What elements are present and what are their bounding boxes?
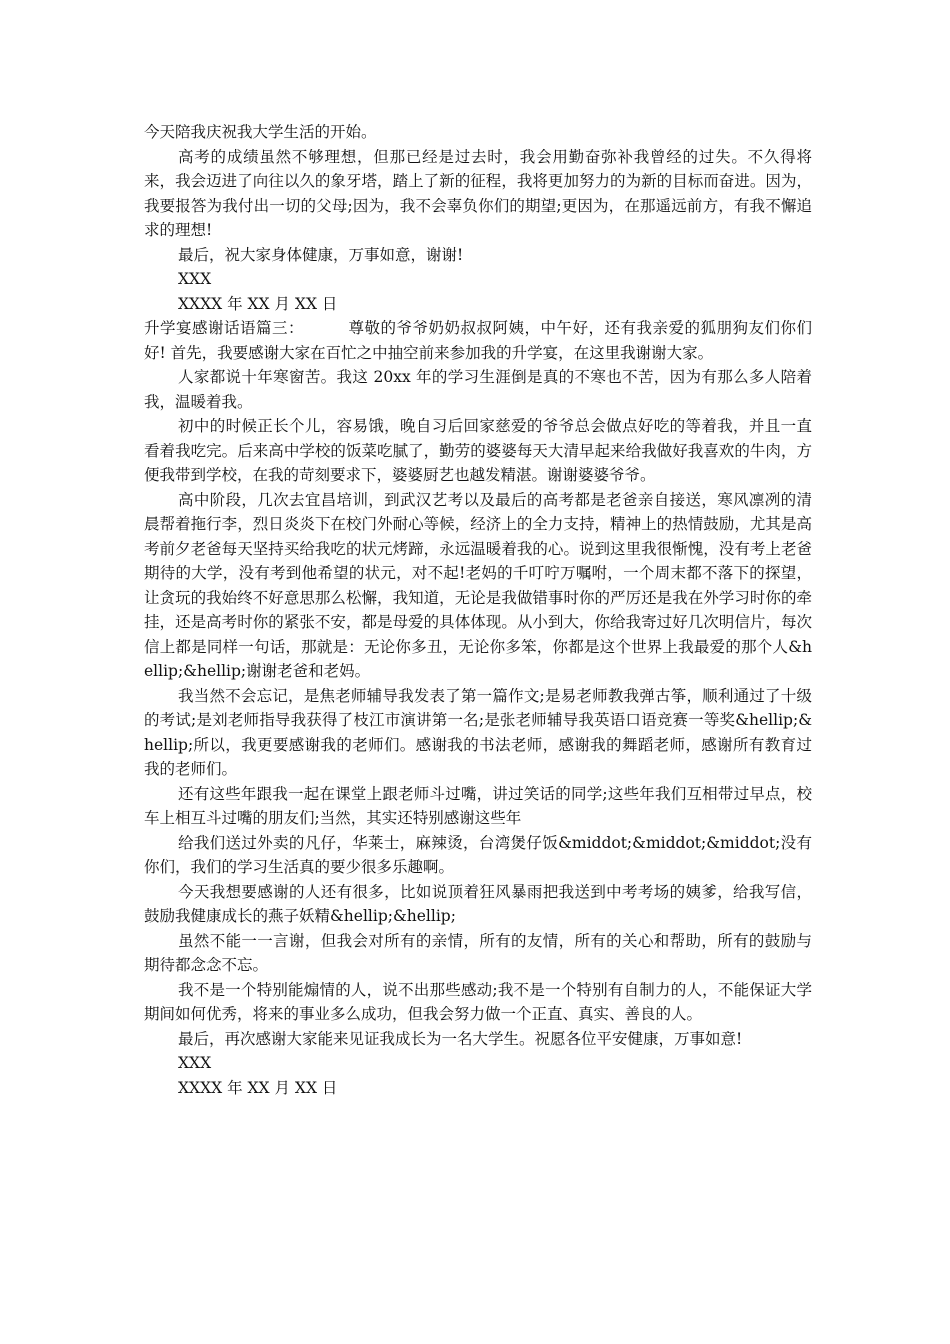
paragraph-parents: 高中阶段，几次去宜昌培训，到武汉艺考以及最后的高考都是老爸亲自接送，寒风凛冽的清晨帮着拖行李，烈日炎炎下在校门外耐心等候，经济上的全力支持，精神上的热情鼓励，尤其是高考前夕老爸每天坚持买给我吃的状元烤蹄，永远温暖着我的心。说到这里我很惭愧，没有考上老爸期待的大学，没有考到他希望的状元，对不起!老妈的千叮咛万嘱咐，一个周末都不落下的探望，让贪玩的我始终不好意思那么松懈，我知道，无论是我做错事时你的严厉还是我在外学习时你的牵挂，还是高考时你的紧张不安，都是母爱的具体体现。从小到大，你给我寄过好几次明信片，每次信上都是同样一句话，那就是：无论你多丑，无论你多笨，你都是这个世界上我最爱的那个人&hellip;&hellip;谢谢老爸和老妈。 — [144, 490, 812, 680]
section-opening: 尊敬的爷爷奶奶叔叔阿姨，中午好，还有我亲爱的狐朋狗友们你们好! 首先，我要感谢大家在百忙之中抽空前来参加我的升学宴，在这里我谢谢大家。 — [144, 319, 812, 362]
signature-date: XXXX 年 XX 月 XX 日 — [178, 294, 338, 313]
document-page — [144, 120, 812, 1100]
paragraph-closing-wish: 最后，祝大家身体健康，万事如意，谢谢! — [178, 245, 464, 264]
signature-date-2: XXXX 年 XX 月 XX 日 — [178, 1078, 338, 1097]
paragraph-self: 我不是一个特别能煽情的人，说不出那些感动;我不是一个特别有自制力的人，不能保证大学期间如何优秀，将来的事业多么成功，但我会努力做一个正直、真实、善良的人。 — [144, 980, 812, 1023]
section-title: 升学宴感谢话语篇三： — [144, 319, 304, 337]
paragraph-others: 今天我想要感谢的人还有很多，比如说顶着狂风暴雨把我送到中考考场的姨爹，给我写信，鼓励我健康成长的燕子妖精&hellip;&hellip; — [144, 882, 812, 925]
paragraph-teachers: 我当然不会忘记，是焦老师辅导我发表了第一篇作文;是易老师教我弹古筝，顺利通过了十级的考试;是刘老师指导我获得了枝江市演讲第一名;是张老师辅导我英语口语竞赛一等奖&hellip;&hellip;所以，我更要感谢我的老师们。感谢我的书法老师，感谢我的舞蹈老师，感谢所有教育过我的老师们。 — [144, 686, 812, 778]
paragraph-takeout: 给我们送过外卖的凡仔，华莱士，麻辣烫，台湾煲仔饭&middot;&middot;&middot;没有你们，我们的学习生活真的要少很多乐趣啊。 — [144, 833, 812, 876]
paragraph-grandparents: 初中的时候正长个儿，容易饿，晚自习后回家慈爱的爷爷总会做点好吃的等着我，并且一直看着我吃完。后来高中学校的饭菜吃腻了，勤劳的婆婆每天大清早起来给我做好我喜欢的牛肉，方便我带到学校，在我的苛刻要求下，婆婆厨艺也越发精湛。谢谢婆婆爷爷。 — [144, 417, 812, 484]
paragraph-classmates: 还有这些年跟我一起在课堂上跟老师斗过嘴，讲过笑话的同学;这些年我们互相带过早点，校车上相互斗过嘴的朋友们;当然，其实还特别感谢这些年 — [144, 784, 812, 827]
intro-line: 今天陪我庆祝我大学生活的开始。 — [144, 123, 377, 141]
signature-name: XXX — [178, 270, 212, 288]
paragraph-exam-results: 高考的成绩虽然不够理想，但那已经是过去时，我会用勤奋弥补我曾经的过失。不久得将来，我会迈进了向往以久的象牙塔，踏上了新的征程，我将更加努力的为新的目标而奋进。因为，我要报答为我付出一切的父母;因为，我不会辜负你们的期望;更因为，在那遥远前方，有我不懈追求的理想! — [144, 147, 812, 239]
paragraph-ten-years: 人家都说十年寒窗苦。我这 20xx 年的学习生涯倒是真的不寒也不苦，因为有那么多人陪着我，温暖着我。 — [144, 368, 812, 411]
signature-name-2: XXX — [178, 1054, 212, 1072]
section-heading — [144, 316, 812, 365]
paragraph-gratitude: 虽然不能一一言谢，但我会对所有的亲情，所有的友情，所有的关心和帮助，所有的鼓励与期待都念念不忘。 — [144, 931, 812, 974]
paragraph-final-thanks: 最后，再次感谢大家能来见证我成长为一名大学生。祝愿各位平安健康，万事如意! — [178, 1029, 743, 1048]
